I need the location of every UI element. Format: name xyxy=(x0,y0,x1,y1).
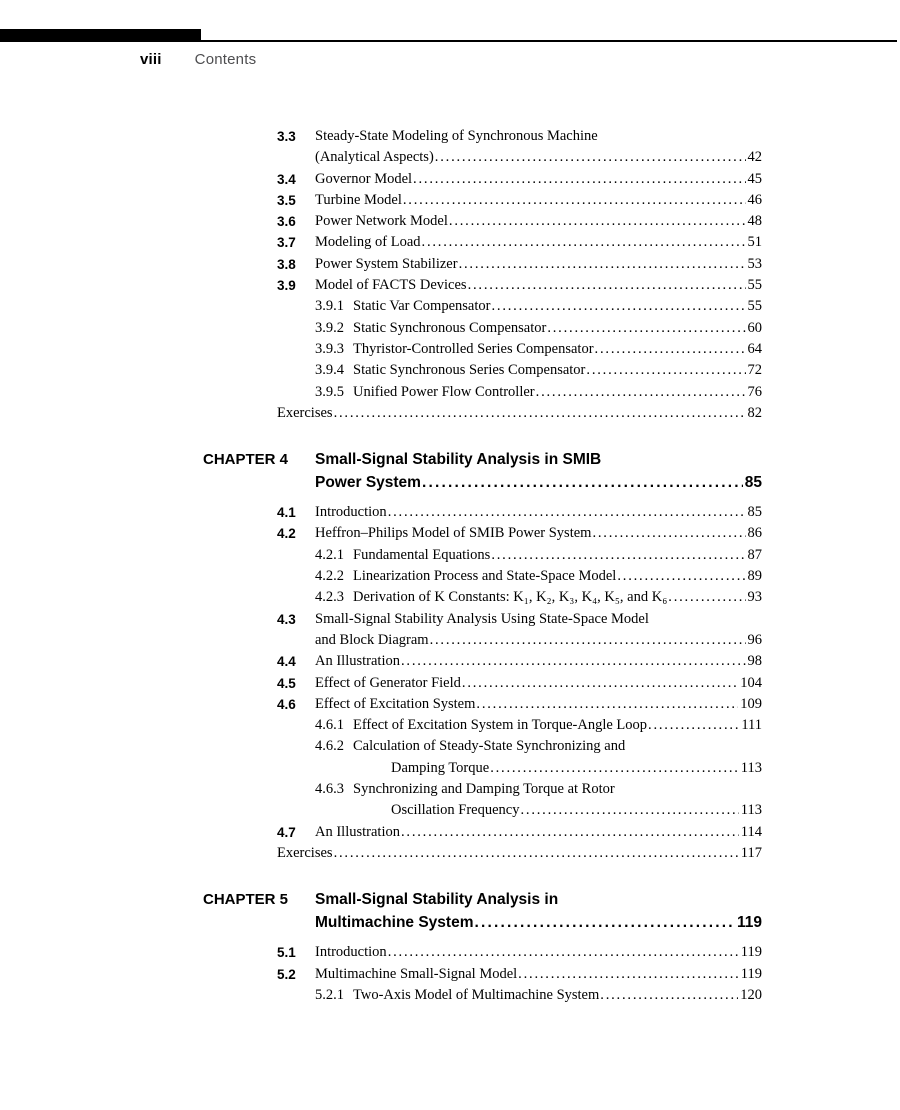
entry-line xyxy=(315,630,762,651)
entry-body xyxy=(353,360,762,381)
entry-line xyxy=(353,296,762,317)
entry-title: Governor Model xyxy=(315,170,413,187)
toc-entry xyxy=(277,211,762,232)
dot-leader xyxy=(458,254,746,275)
entry-number: 4.6.1 xyxy=(315,717,344,734)
entry-title: Multimachine Small-Signal Model xyxy=(315,965,518,982)
dot-leader xyxy=(599,985,738,1006)
toc-entry xyxy=(315,339,762,360)
entry-title: Effect of Excitation System xyxy=(315,695,476,712)
entry-body xyxy=(353,566,762,587)
dot-leader xyxy=(647,715,739,736)
entry-line xyxy=(315,211,762,232)
entry-page-number: 120 xyxy=(740,986,762,1003)
header-rule xyxy=(0,40,897,42)
entry-body xyxy=(353,587,762,608)
toc-body xyxy=(203,126,762,1006)
entry-page-number: 113 xyxy=(740,802,762,819)
dot-leader xyxy=(429,630,746,651)
entry-page-number: 104 xyxy=(740,674,762,691)
dot-leader xyxy=(412,169,745,190)
entry-number: 3.5 xyxy=(277,192,296,208)
entry-page-number: 109 xyxy=(740,695,762,712)
entry-page-number: 96 xyxy=(747,631,762,648)
entry-title: Linearization Process and State-Space Model xyxy=(353,568,617,585)
entry-title: Power Network Model xyxy=(315,213,448,230)
entry-page-number: 42 xyxy=(747,149,762,166)
toc-entry xyxy=(277,232,762,253)
entry-number: 3.9 xyxy=(277,278,296,294)
dot-leader xyxy=(448,211,746,232)
entry-page-number: 53 xyxy=(747,255,762,272)
entry-body xyxy=(277,843,762,864)
toc-chapter-entry xyxy=(203,449,762,494)
entry-page-number: 119 xyxy=(736,913,762,931)
entry-title: Power System Stabilizer xyxy=(315,255,458,272)
entry-body xyxy=(315,964,762,985)
entry-body xyxy=(315,609,762,652)
entry-title: Derivation of K Constants: K₁, K₂, K₃, K₄, K₅, and K₆ xyxy=(353,589,668,606)
entry-body xyxy=(353,296,762,317)
dot-leader xyxy=(517,964,739,985)
entry-number: 5.2 xyxy=(277,966,296,982)
entry-body xyxy=(315,651,762,672)
dot-leader xyxy=(400,822,739,843)
entry-number: 5.2.1 xyxy=(315,986,344,1003)
dot-leader xyxy=(594,339,746,360)
entry-number: 3.3 xyxy=(277,129,296,144)
entry-title: Power System xyxy=(315,473,421,491)
entry-title: Introduction xyxy=(315,504,387,521)
entry-body xyxy=(353,545,762,566)
entry-body xyxy=(315,449,762,494)
entry-body xyxy=(277,403,762,424)
dot-leader xyxy=(387,942,739,963)
entry-body xyxy=(353,715,762,736)
dot-leader xyxy=(461,673,738,694)
entry-page-number: 93 xyxy=(747,589,762,606)
entry-page-number: 119 xyxy=(740,965,762,982)
entry-page-number: 113 xyxy=(740,759,762,776)
entry-line xyxy=(315,472,762,495)
entry-body xyxy=(315,169,762,190)
entry-line xyxy=(315,673,762,694)
entry-body xyxy=(315,275,762,296)
entry-page-number: 85 xyxy=(744,473,762,491)
dot-leader xyxy=(333,843,739,864)
dot-leader xyxy=(333,403,746,424)
entry-page-number: 48 xyxy=(747,213,762,230)
toc-entry xyxy=(315,736,762,779)
toc-entry xyxy=(315,318,762,339)
entry-line xyxy=(315,942,762,963)
entry-title: Modeling of Load xyxy=(315,234,421,251)
entry-line xyxy=(315,190,762,211)
toc-entry xyxy=(277,651,762,672)
toc-entry xyxy=(277,673,762,694)
entry-number: 3.9.1 xyxy=(315,298,344,315)
entry-line xyxy=(353,715,762,736)
entry-line xyxy=(315,169,762,190)
entry-page-number: 114 xyxy=(740,823,762,840)
entry-page-number: 46 xyxy=(747,191,762,208)
dot-leader xyxy=(616,566,745,587)
entry-title: Static Var Compensator xyxy=(353,298,491,315)
toc-chapter-entry xyxy=(203,889,762,934)
dot-leader xyxy=(490,545,745,566)
dot-leader xyxy=(475,694,738,715)
entry-title: Introduction xyxy=(315,944,387,961)
dot-leader xyxy=(591,523,745,544)
entry-title: An Illustration xyxy=(315,823,400,840)
toc-entry xyxy=(277,275,762,296)
entry-number: 3.6 xyxy=(277,214,296,230)
entry-line xyxy=(353,339,762,360)
entry-title: and Block Diagram xyxy=(315,631,429,648)
entry-body xyxy=(315,254,762,275)
entry-page-number: 98 xyxy=(747,653,762,670)
entry-line xyxy=(315,254,762,275)
entry-body xyxy=(353,382,762,403)
entry-title: An Illustration xyxy=(315,653,400,670)
running-title: Contents xyxy=(194,51,257,68)
entry-number: 4.1 xyxy=(277,505,296,521)
entry-title: Multimachine System xyxy=(315,913,474,931)
entry-line xyxy=(315,912,762,935)
entry-title: Oscillation Frequency xyxy=(391,802,520,819)
entry-title: Unified Power Flow Controller xyxy=(353,383,535,400)
entry-number: 3.9.2 xyxy=(315,319,344,336)
toc-entry xyxy=(277,843,762,864)
entry-line xyxy=(353,545,762,566)
entry-body xyxy=(315,190,762,211)
entry-number: 4.5 xyxy=(277,675,296,691)
entry-line xyxy=(353,318,762,339)
entry-title: Turbine Model xyxy=(315,191,402,208)
entry-line xyxy=(353,360,762,381)
toc-entry xyxy=(277,126,762,169)
entry-number: 4.2.2 xyxy=(315,568,344,585)
dot-leader xyxy=(400,651,746,672)
entry-body xyxy=(353,985,762,1006)
entry-page-number: 60 xyxy=(747,319,762,336)
entry-page-number: 72 xyxy=(747,362,762,379)
dot-leader xyxy=(489,758,739,779)
entry-line xyxy=(315,275,762,296)
toc-entry xyxy=(277,609,762,652)
toc-entry xyxy=(315,545,762,566)
entry-number: 4.3 xyxy=(277,611,296,627)
dot-leader xyxy=(421,472,743,495)
toc-entry xyxy=(277,964,762,985)
dot-leader xyxy=(474,912,735,935)
dot-leader xyxy=(387,502,746,523)
dot-leader xyxy=(667,587,745,608)
entry-number: 3.4 xyxy=(277,171,296,187)
entry-line xyxy=(315,232,762,253)
entry-page-number: 55 xyxy=(747,298,762,315)
entry-title: Effect of Generator Field xyxy=(315,674,461,691)
entry-number: 4.4 xyxy=(277,654,296,670)
entry-body xyxy=(315,889,762,934)
entry-title-line: Synchronizing and Damping Torque at Rotor xyxy=(353,781,615,798)
entry-body xyxy=(315,232,762,253)
entry-body xyxy=(315,694,762,715)
entry-line xyxy=(353,758,762,779)
entry-page-number: 86 xyxy=(747,525,762,542)
running-head xyxy=(140,51,256,68)
toc-entry xyxy=(315,296,762,317)
entry-page-number: 82 xyxy=(747,404,762,421)
entry-number: 3.8 xyxy=(277,256,296,272)
toc-entry xyxy=(277,694,762,715)
dot-leader xyxy=(421,232,746,253)
entry-body xyxy=(315,523,762,544)
entry-title-line: Calculation of Steady-State Synchronizing and xyxy=(353,738,626,755)
entry-line xyxy=(353,587,762,608)
entry-body xyxy=(315,942,762,963)
toc-entry xyxy=(277,502,762,523)
entry-title: Two-Axis Model of Multimachine System xyxy=(353,986,600,1003)
entry-line xyxy=(315,651,762,672)
entry-page-number: 64 xyxy=(747,340,762,357)
entry-body xyxy=(315,673,762,694)
toc-entry xyxy=(277,523,762,544)
entry-title: Effect of Excitation System in Torque-Angle Loop xyxy=(353,717,648,734)
entry-title: Static Synchronous Compensator xyxy=(353,319,547,336)
entry-page-number: 85 xyxy=(747,504,762,521)
entry-line xyxy=(315,523,762,544)
entry-number: 4.7 xyxy=(277,824,296,840)
entry-page-number: 117 xyxy=(740,844,762,861)
entry-line xyxy=(315,694,762,715)
entry-number: 3.9.5 xyxy=(315,383,344,400)
entry-number: 4.2.1 xyxy=(315,546,344,563)
entry-title: Static Synchronous Series Compensator xyxy=(353,362,586,379)
folio-page-number: viii xyxy=(140,51,162,68)
entry-page-number: 119 xyxy=(740,944,762,961)
entry-body xyxy=(315,211,762,232)
entry-body xyxy=(353,318,762,339)
entry-page-number: 45 xyxy=(747,170,762,187)
entry-title: Fundamental Equations xyxy=(353,546,491,563)
entry-line xyxy=(353,800,762,821)
entry-page-number: 76 xyxy=(747,383,762,400)
dot-leader xyxy=(402,190,746,211)
dot-leader xyxy=(585,360,745,381)
entry-number: 4.2.3 xyxy=(315,589,344,606)
entry-page-number: 87 xyxy=(747,546,762,563)
entry-title: Thyristor-Controlled Series Compensator xyxy=(353,340,594,357)
toc-entry xyxy=(277,254,762,275)
chapter-number: CHAPTER 4 xyxy=(203,451,289,469)
entry-number: 3.9.4 xyxy=(315,362,344,379)
entry-line xyxy=(315,822,762,843)
entry-title: Exercises xyxy=(277,404,333,421)
dot-leader xyxy=(467,275,746,296)
entry-title-line: Small-Signal Stability Analysis in SMIB xyxy=(315,451,602,469)
toc-entry xyxy=(277,822,762,843)
entry-title: Model of FACTS Devices xyxy=(315,277,467,294)
entry-line xyxy=(277,843,762,864)
chapter-number: CHAPTER 5 xyxy=(203,891,289,909)
entry-number: 4.6 xyxy=(277,696,296,712)
entry-number: 5.1 xyxy=(277,945,296,961)
toc-entry xyxy=(315,779,762,822)
entry-number: 4.2 xyxy=(277,526,296,542)
entry-title: Heffron–Philips Model of SMIB Power System xyxy=(315,525,592,542)
toc-entry xyxy=(315,587,762,608)
entry-page-number: 89 xyxy=(747,568,762,585)
entry-number: 3.9.3 xyxy=(315,340,344,357)
entry-title-line: Steady-State Modeling of Synchronous Machine xyxy=(315,128,598,144)
entry-page-number: 111 xyxy=(741,717,762,734)
entry-body xyxy=(315,822,762,843)
dot-leader xyxy=(519,800,738,821)
entry-line xyxy=(353,382,762,403)
dot-leader xyxy=(535,382,746,403)
entry-body xyxy=(353,779,762,822)
entry-line xyxy=(315,964,762,985)
entry-number: 3.7 xyxy=(277,235,296,251)
entry-title-line: Small-Signal Stability Analysis in xyxy=(315,891,559,909)
toc-entry xyxy=(315,382,762,403)
toc-entry xyxy=(315,360,762,381)
entry-line xyxy=(353,985,762,1006)
entry-title: Exercises xyxy=(277,844,333,861)
entry-title: (Analytical Aspects) xyxy=(315,149,434,166)
entry-body xyxy=(353,339,762,360)
dot-leader xyxy=(546,318,745,339)
dot-leader xyxy=(434,147,746,168)
entry-line xyxy=(353,566,762,587)
toc-entry xyxy=(315,985,762,1006)
entry-line xyxy=(277,403,762,424)
toc-entry xyxy=(277,169,762,190)
entry-line xyxy=(315,147,762,168)
entry-page-number: 51 xyxy=(747,234,762,251)
entry-body xyxy=(315,502,762,523)
toc-entry xyxy=(315,715,762,736)
toc-entry xyxy=(315,566,762,587)
entry-body xyxy=(353,736,762,779)
entry-number: 4.6.2 xyxy=(315,738,344,755)
entry-body xyxy=(315,126,762,169)
dot-leader xyxy=(490,296,745,317)
toc-entry xyxy=(277,942,762,963)
toc-entry xyxy=(277,190,762,211)
entry-page-number: 55 xyxy=(747,277,762,294)
toc-entry xyxy=(277,403,762,424)
entry-title: Damping Torque xyxy=(391,759,490,776)
entry-number: 4.6.3 xyxy=(315,781,344,798)
entry-line xyxy=(315,502,762,523)
entry-title-line: Small-Signal Stability Analysis Using State-Space Model xyxy=(315,610,649,627)
